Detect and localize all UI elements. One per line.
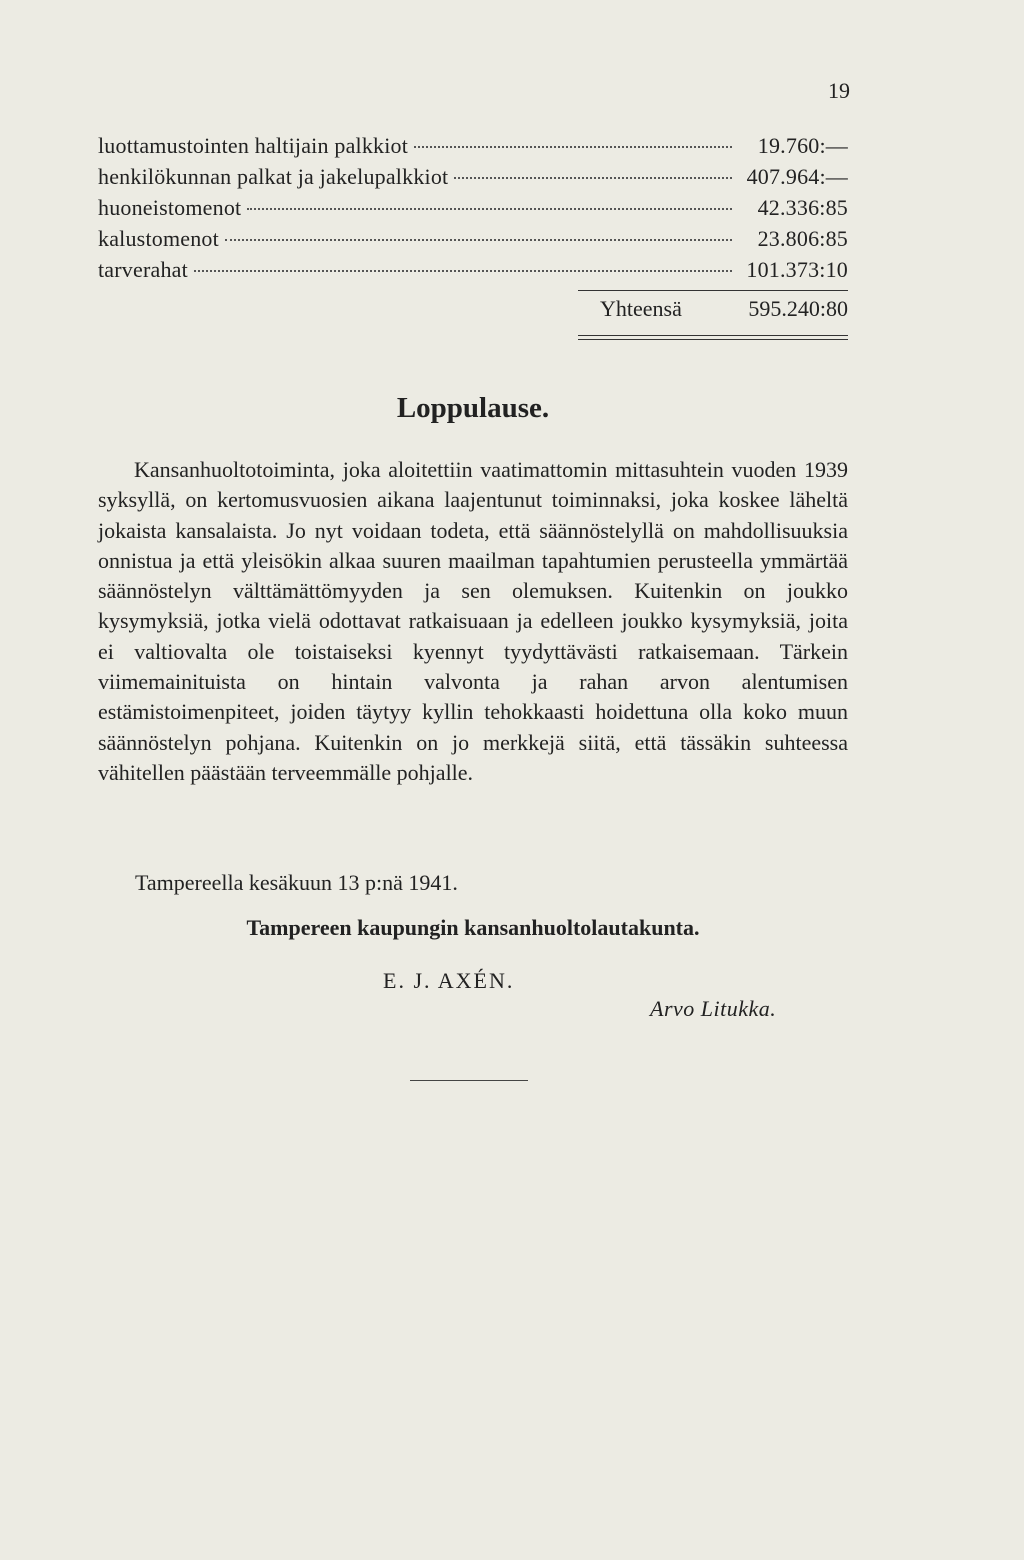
total-amount: 595.240:80 <box>748 296 848 321</box>
ledger-amount: 42.336:85 <box>757 195 848 220</box>
total-rule <box>578 290 848 291</box>
ledger-amount: 19.760:— <box>757 133 848 158</box>
ledger-amount: 23.806:85 <box>757 226 848 251</box>
place-date: Tampereella kesäkuun 13 p:nä 1941. <box>135 870 458 895</box>
dot-leader <box>225 239 732 241</box>
ledger-label: tarverahat <box>98 257 188 282</box>
ledger-row <box>98 133 848 164</box>
ledger-row <box>98 164 848 195</box>
ledger-row <box>98 257 848 288</box>
closing-paragraph: Kansanhuoltotoiminta, joka aloitettiin vaatimattomin mittasuhtein vuoden 1939 syksyllä, on kertomusvuosien aikana laajentunut toiminnaksi, joka koskee läheltä jokaista kansalaista. Jo nyt voidaan todeta, että säännöstelyllä on mahdollisuuksia onnistua ja että yleisökin alkaa suuren maailman tapahtumien perusteella ymmärtää säännöstelyn välttämättömyyden ja sen olemuksen. Kuitenkin on joukko kysymyksiä, jotka vielä odottavat ratkaisuaan ja edelleen joukko kysymyksiä, joita ei valtiovalta ole toistaiseksi kyennyt tyydyttävästi ratkaisemaan. Tärkein viimemainituista on hintain valvonta ja rahan arvon alentumisen estämistoimenpiteet, joiden täytyy kyllin tehokkaasti hoidettuna olla koko muun säännöstelyn pohjana. Kuitenkin on jo merkkejä siitä, että tässäkin suhteessa vähitellen päästään terveemmälle pohjalle. <box>98 457 848 785</box>
expense-ledger <box>98 133 848 288</box>
ledger-label: henkilökunnan palkat ja jakelupalkkiot <box>98 164 449 189</box>
dot-leader <box>414 146 732 148</box>
page-number: 19 <box>828 78 850 103</box>
ledger-amount: 101.373:10 <box>746 257 848 282</box>
ledger-row <box>98 226 848 257</box>
ledger-row <box>98 195 848 226</box>
organization-name: Tampereen kaupungin kansanhuoltolautakunta. <box>246 915 700 940</box>
dot-leader <box>194 270 732 272</box>
signature-axen: E. J. AXÉN. <box>383 968 515 993</box>
total-label: Yhteensä <box>600 296 682 321</box>
total-row <box>560 296 848 322</box>
ledger-amount: 407.964:— <box>746 164 848 189</box>
ledger-label: huoneistomenot <box>98 195 242 220</box>
ledger-label: kalustomenot <box>98 226 219 251</box>
signature-litukka: Arvo Litukka. <box>650 996 777 1021</box>
dot-leader <box>247 208 732 210</box>
end-rule <box>410 1080 528 1081</box>
section-title: Loppulause. <box>396 392 550 424</box>
ledger-label: luottamustointen haltijain palkkiot <box>98 133 409 158</box>
dot-leader <box>454 177 732 179</box>
total-double-rule <box>578 335 848 340</box>
